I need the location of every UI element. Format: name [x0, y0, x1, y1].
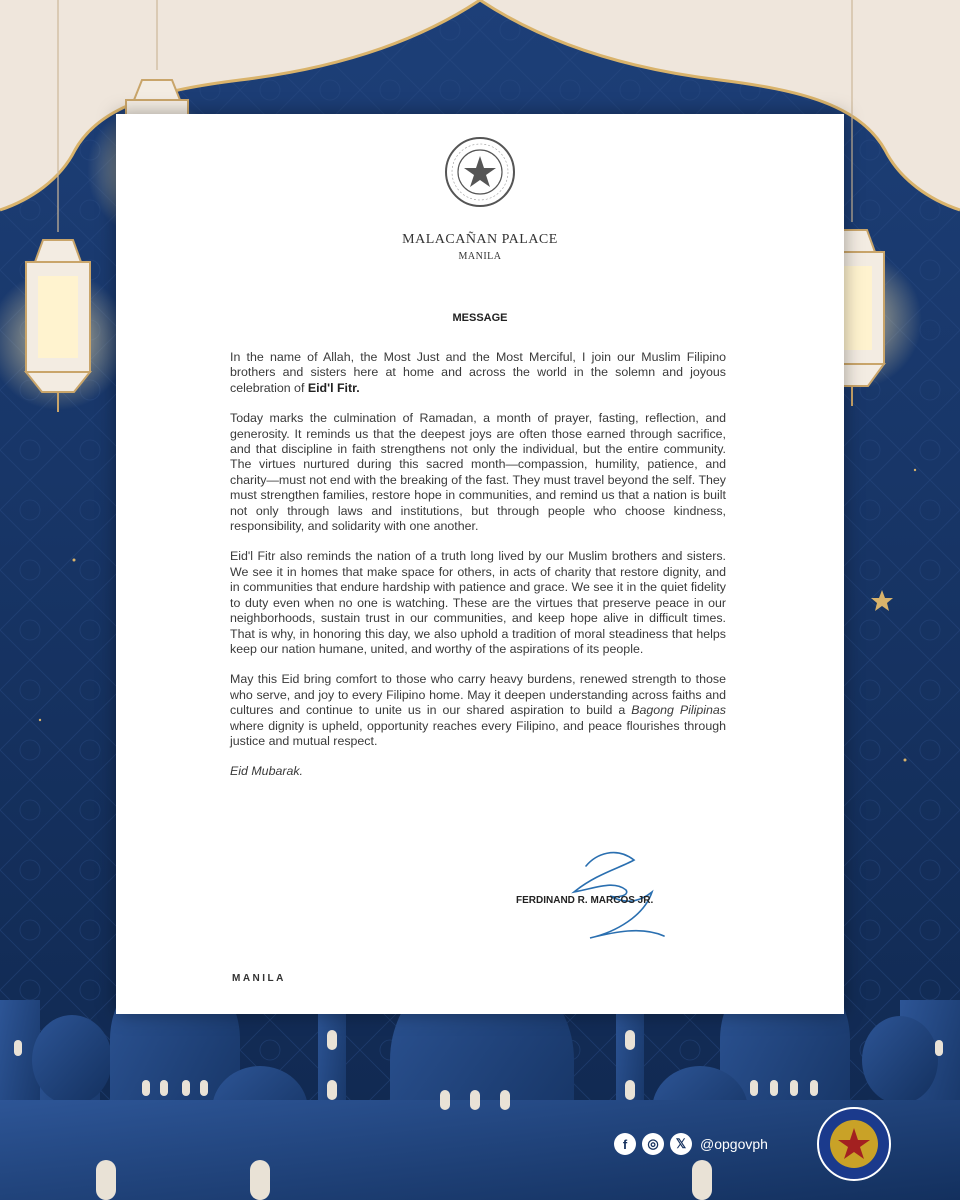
message-letter: [116, 114, 844, 1014]
palace-heading: MALACAÑAN PALACE: [402, 232, 558, 247]
city-subheading: MANILA: [458, 251, 502, 262]
signatory-name: FERDINAND R. MARCOS JR.: [516, 895, 654, 906]
x-icon[interactable]: 𝕏: [670, 1133, 692, 1155]
instagram-icon[interactable]: ◎: [642, 1133, 664, 1155]
paragraph-3: Eid'l Fitr also reminds the nation of a truth long lived by our Muslim brothers and sisters. We see it in homes that make space for others, in acts of charity that restore dignity, and in communities that endure hardship with patience and grace. We see it in the quiet fidelity to duty even when no one is watching. These are the virtues that preserve peace in our neighborhoods, sustain trust in our communities, and keep hope alive in difficult times. That is why, in honoring this day, we also uphold a tradition of moral steadiness that helps keep our nation humane, united, and worthy of the aspirations of its people.: [230, 549, 726, 656]
paragraph-1: In the name of Allah, the Most Just and the Most Merciful, I join our Muslim Filipino brothers and sisters here at home and across the world in the solemn and joyous celebration of Eid'l Fitr.: [230, 350, 726, 395]
closing: Eid Mubarak.: [230, 764, 304, 779]
place-footer: MANILA: [232, 973, 286, 984]
presidential-seal-logo: [444, 136, 516, 208]
social-bar: [614, 1132, 768, 1156]
eid-emphasis: Eid'l Fitr.: [307, 380, 360, 395]
handwritten-signature: [556, 836, 676, 946]
paragraph-2: Today marks the culmination of Ramadan, a month of prayer, fasting, reflection, and generosity. It reminds us that the deepest joys are often those earned through sacrifice, and that discipline in faith strengthens not only the individual, but the entire community. The virtues nurtured during this sacred month—compassion, humility, patience, and charity—must not end with the breaking of the fast. They must travel beyond the self. They must strengthen families, restore hope in communities, and remind us that a nation is built not only through laws and institutions, but through people who choose kindness, responsibility, and solidarity with one another.: [230, 411, 726, 534]
facebook-icon[interactable]: f: [614, 1133, 636, 1155]
message-body: [230, 350, 726, 795]
paragraph-4: May this Eid bring comfort to those who carry heavy burdens, renewed strength to those who serve, and joy to every Filipino home. May it deepen understanding across faiths and cultures and continue to unite us in our shared aspiration to build a Bagong Pilipinas where dignity is upheld, opportunity reaches every Filipino, and peace flourishes through justice and mutual respect.: [230, 672, 727, 748]
social-handle[interactable]: @opgovph: [700, 1136, 768, 1152]
bagong-pilipinas-italic: Bagong Pilipinas: [631, 703, 727, 718]
footer-seal-logo: [816, 1106, 892, 1182]
message-title: MESSAGE: [452, 312, 508, 324]
